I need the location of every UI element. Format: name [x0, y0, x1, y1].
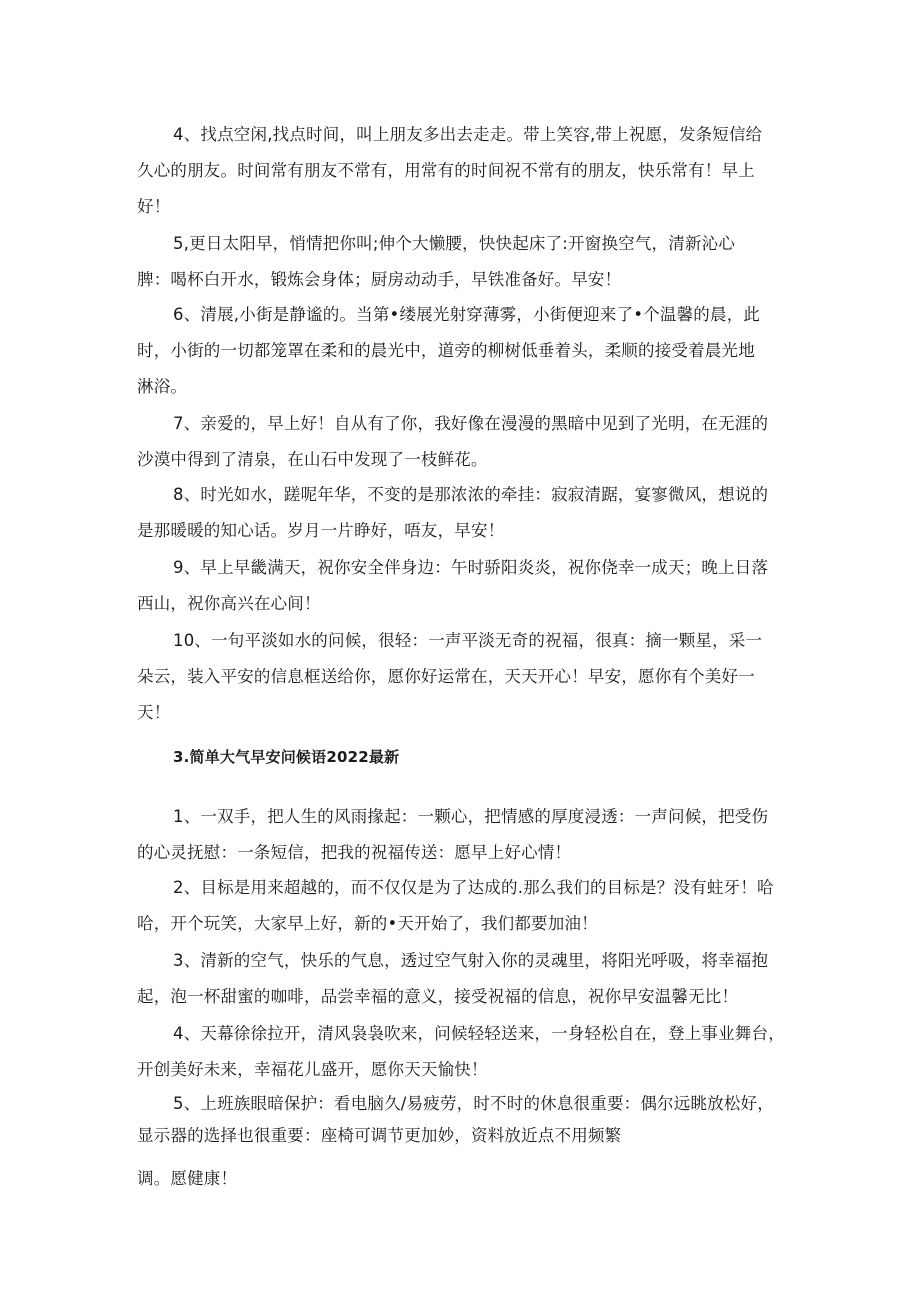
greeting-paragraph-8 [137, 477, 787, 549]
paragraph-line: 1、一双手，把人生的风雨掾起：一颗心，把情感的厚度浸透：一声问候，把受伤 [173, 807, 769, 826]
paragraph-line: 时，小街的一切都笼罩在柔和的晨光中，道旁的柳树低垂着头，柔顺的接受着晨光地 [137, 341, 755, 360]
greeting-paragraph-5 [137, 226, 787, 298]
paragraph-line: 是那暖暖的知心话。岁月一片睁好，唔友，早安！ [137, 521, 505, 540]
paragraph-line: 调。愿健康！ [137, 1169, 238, 1188]
section-paragraph-2 [137, 870, 787, 942]
paragraph-line: 朵云，装入平安的信息框送给你，愿你好运常在，天天开心！早安，愿你有个美好一 [137, 667, 755, 686]
greeting-paragraph-4 [137, 117, 787, 225]
paragraph-line: 脾：喝杯白开水，锻炼会身体；厨房动动手，早铁准备好。早安！ [137, 270, 622, 289]
paragraph-line: 的心灵抚慰：一条短信，把我的祝福传送：愿早上好心情！ [137, 843, 572, 862]
paragraph-line: 哈，开个玩笑，大家早上好，新的•天开始了，我们都要加油！ [137, 914, 598, 933]
paragraph-line: 沙漠中得到了清泉，在山石中发现了一枝鲜花。 [137, 450, 488, 469]
paragraph-line: 9、早上早畿满天，祝你安全伴身边：午时骄阳炎炎，祝你侥幸一成天；晚上日落 [173, 558, 769, 577]
paragraph-line: 开创美好未来，幸福花儿盛开，愿你天天愉快！ [137, 1060, 488, 1079]
paragraph-line: 2、目标是用来超越的，而不仅仅是为了达成的.那么我们的目标是？没有蛀牙！哈 [173, 878, 774, 897]
paragraph-line: 7、亲爱的，早上好！自从有了你，我好像在漫漫的黑暗中见到了光明，在无涯的 [173, 414, 769, 433]
greeting-paragraph-7 [137, 406, 787, 478]
section-paragraph-3 [137, 943, 787, 1015]
paragraph-line: 8、时光如水，蹉呢年华，不变的是那浓浓的牵挂：寂寂清踞，宴寥微风，想说的 [173, 485, 769, 504]
paragraph-line: 5、上班族眼暗保护：看电脑久/易疲劳，时不时的休息很重要：偶尔远眺放松好， [173, 1094, 774, 1113]
paragraph-line: 淋浴。 [137, 377, 188, 396]
paragraph-line: 3、清新的空气，快乐的气息，透过空气射入你的灵魂里，将阳光呼吸，将幸福抱 [173, 951, 769, 970]
paragraph-line: 10、一句平淡如水的问候，很轻：一声平淡无奇的祝福，很真：摘一颗星，采一 [173, 631, 763, 650]
paragraph-line: 6、清展,小街是静谧的。当第•缕展光射穿薄雾，小街便迎来了•个温馨的晨，此 [173, 305, 761, 324]
section-paragraph-1 [137, 799, 787, 871]
paragraph-line: 好！ [137, 197, 171, 216]
paragraph-line: 4、天幕徐徐拉开，清风袅袅吹来，问候轻轻送来，一身轻松自在，登上事业舞台， [173, 1024, 785, 1043]
greeting-paragraph-10 [137, 623, 787, 731]
paragraph-line: 5,更日太阳早，悄情把你叫;伸个大懒腰，快快起床了:开窗换空气，清新沁心 [173, 234, 736, 253]
section-heading: 3.简单大气早安问候语2022最新 [173, 748, 400, 766]
greeting-paragraph-9 [137, 550, 787, 622]
paragraph-line: 西山，祝你高兴在心间！ [137, 594, 321, 613]
paragraph-line: 起，泡一杯甜蜜的咖啡，品尝幸福的意义，接受祝福的信息，祝你早安温馨无比！ [137, 987, 739, 1006]
paragraph-line: 显示器的选择也很重要：座椅可调节更加妙，资料放近点不用频繁 [137, 1126, 622, 1145]
paragraph-line: 久心的朋友。时间常有朋友不常有，用常有的时间祝不常有的朋友，快乐常有！早上 [137, 161, 755, 180]
section-paragraph-5 [137, 1088, 787, 1194]
section-paragraph-4 [137, 1016, 787, 1088]
greeting-paragraph-6 [137, 297, 787, 405]
paragraph-line: 4、找点空闲,找点时间，叫上朋友多出去走走。带上笑容,带上祝愿，发条短信给 [173, 125, 763, 144]
paragraph-line: 天！ [137, 703, 171, 722]
